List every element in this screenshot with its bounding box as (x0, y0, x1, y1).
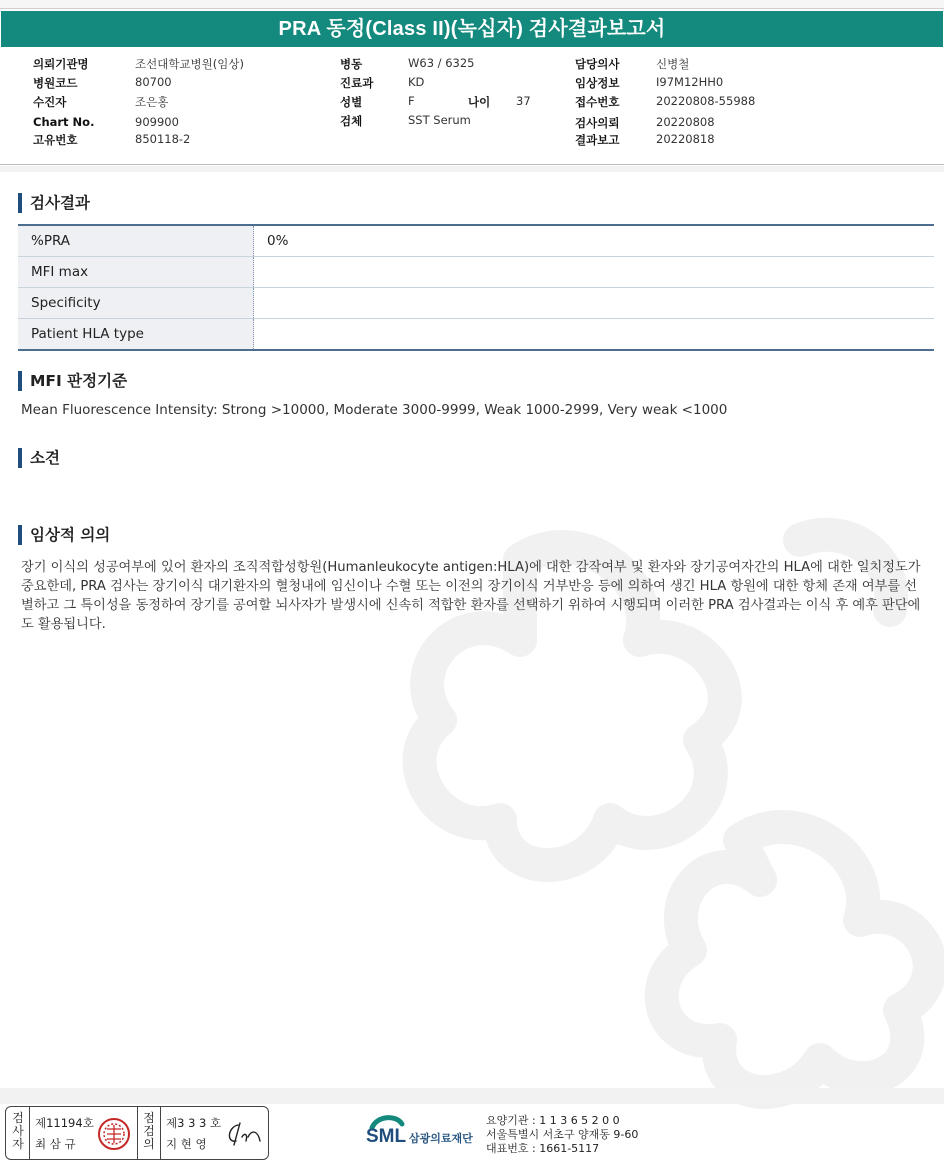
tester-char: 자 (12, 1137, 24, 1151)
report-title: PRA 동정(Class II)(녹십자) 검사결과보고서 (1, 11, 943, 47)
patient-value: 조은홍 (135, 95, 169, 109)
receipt-no-value: 20220808-55988 (656, 94, 756, 108)
specimen-label: 검체 (340, 114, 363, 128)
result-label-specificity: Specificity (18, 288, 254, 319)
signature-box (5, 1106, 269, 1160)
receipt-no-label: 접수번호 (575, 95, 620, 109)
ward-label: 병동 (340, 57, 363, 71)
table-row (18, 225, 934, 257)
result-date-label: 결과보고 (575, 133, 620, 147)
doctor-label: 담당의사 (575, 57, 620, 71)
clinical-info-value: I97M12HH0 (656, 75, 724, 89)
request-date-value: 20220808 (656, 115, 715, 129)
sml-logo (366, 1112, 476, 1150)
sex-label: 성별 (340, 95, 363, 109)
org-info (486, 1114, 638, 1156)
org-code: 요양기관 : 1 1 3 6 5 2 0 0 (486, 1114, 620, 1127)
opinion-heading: 소견 (18, 448, 60, 468)
result-label-mfi-max: MFI max (18, 257, 254, 288)
reviewer-name: 지 현 영 (166, 1137, 207, 1151)
foundation-name: 삼광의료재단 (409, 1132, 473, 1145)
mfi-heading: MFI 판정기준 (18, 371, 127, 391)
tester-char: 사 (12, 1124, 24, 1138)
tester-vertical-label (9, 1112, 27, 1151)
logo-text: SML (366, 1126, 407, 1147)
clinical-significance-text: 장기 이식의 성공여부에 있어 환자의 조직적합성항원(Humanleukocyte antigen:HLA)에 대한 감작여부 및 환자와 장기공여자간의 HLA에 대한 일치정도가 중요한데, PRA 검사는 장기이식 대기환자의 혈청내에 임신이나 수혈 또는 이전의 장기이식 거부반응 등에 의하여 생긴 HLA 항원에 대한 항체 존재 여부를 선별하고 그 특이성을 동정하여 장기를 공여할 뇌사자가 발생시에 신속히 적합한 환자를 선택하기 위하여 시행되며 이러한 PRA 검사결과는 이식 후 예후 판단에도 활용됩니다. (21, 560, 921, 632)
unique-no-label: 고유번호 (33, 133, 78, 147)
reviewer-license: 제3 3 3 호 (166, 1116, 222, 1130)
reviewer-char: 점 (143, 1111, 155, 1125)
result-date-value: 20220818 (656, 132, 715, 146)
result-value-specificity (254, 288, 935, 319)
reviewer-char: 의 (143, 1137, 155, 1151)
ward-value: W63 / 6325 (408, 56, 475, 70)
header-divider (0, 164, 944, 165)
result-label-pra: %PRA (18, 225, 254, 257)
results-heading: 검사결과 (18, 193, 90, 213)
result-value-hla-type (254, 319, 935, 351)
tester-char: 검 (12, 1111, 24, 1125)
specimen-value: SST Serum (408, 113, 471, 127)
institution-label: 의뢰기관명 (33, 57, 89, 71)
stamp-divider (160, 1107, 161, 1159)
age-label: 나이 (468, 95, 491, 109)
unique-no-value: 850118-2 (135, 132, 191, 146)
clinical-info-label: 임상정보 (575, 76, 620, 90)
patient-info-block (0, 56, 944, 154)
request-date-label: 검사의뢰 (575, 116, 620, 130)
age-value: 37 (516, 94, 531, 108)
sex-value: F (408, 94, 415, 108)
tester-license: 제11194호 (35, 1116, 94, 1130)
chart-no-value: 909900 (135, 115, 179, 129)
result-value-pra: 0% (254, 225, 935, 257)
header-band (0, 166, 944, 172)
org-phone: 대표번호 : 1661-5117 (486, 1142, 600, 1155)
org-address: 서울특별시 서초구 양재동 9-60 (486, 1128, 639, 1141)
table-row (18, 319, 934, 351)
clinical-significance-heading: 임상적 의의 (18, 525, 110, 545)
dept-value: KD (408, 75, 425, 89)
table-row (18, 288, 934, 319)
red-seal-icon (97, 1117, 131, 1151)
results-table (18, 224, 934, 351)
signature-icon (224, 1119, 264, 1149)
result-label-hla-type: Patient HLA type (18, 319, 254, 351)
tester-name: 최 삼 규 (35, 1137, 76, 1151)
footer-band (0, 1088, 944, 1104)
patient-label: 수진자 (33, 95, 67, 109)
hospital-code-value: 80700 (135, 75, 172, 89)
institution-value: 조선대학교병원(임상) (135, 57, 244, 71)
result-value-mfi-max (254, 257, 935, 288)
stamp-divider (29, 1107, 30, 1159)
reviewer-vertical-label (140, 1112, 158, 1151)
dept-label: 진료과 (340, 76, 374, 90)
mfi-criteria-text: Mean Fluorescence Intensity: Strong >10000, Moderate 3000-9999, Weak 1000-2999, Very weak <1000 (21, 402, 728, 418)
stamp-divider (137, 1107, 138, 1159)
hospital-code-label: 병원코드 (33, 76, 78, 90)
reviewer-char: 검 (143, 1124, 155, 1138)
chart-no-label: Chart No. (33, 115, 95, 129)
doctor-value: 신병철 (656, 57, 690, 71)
table-row (18, 257, 934, 288)
